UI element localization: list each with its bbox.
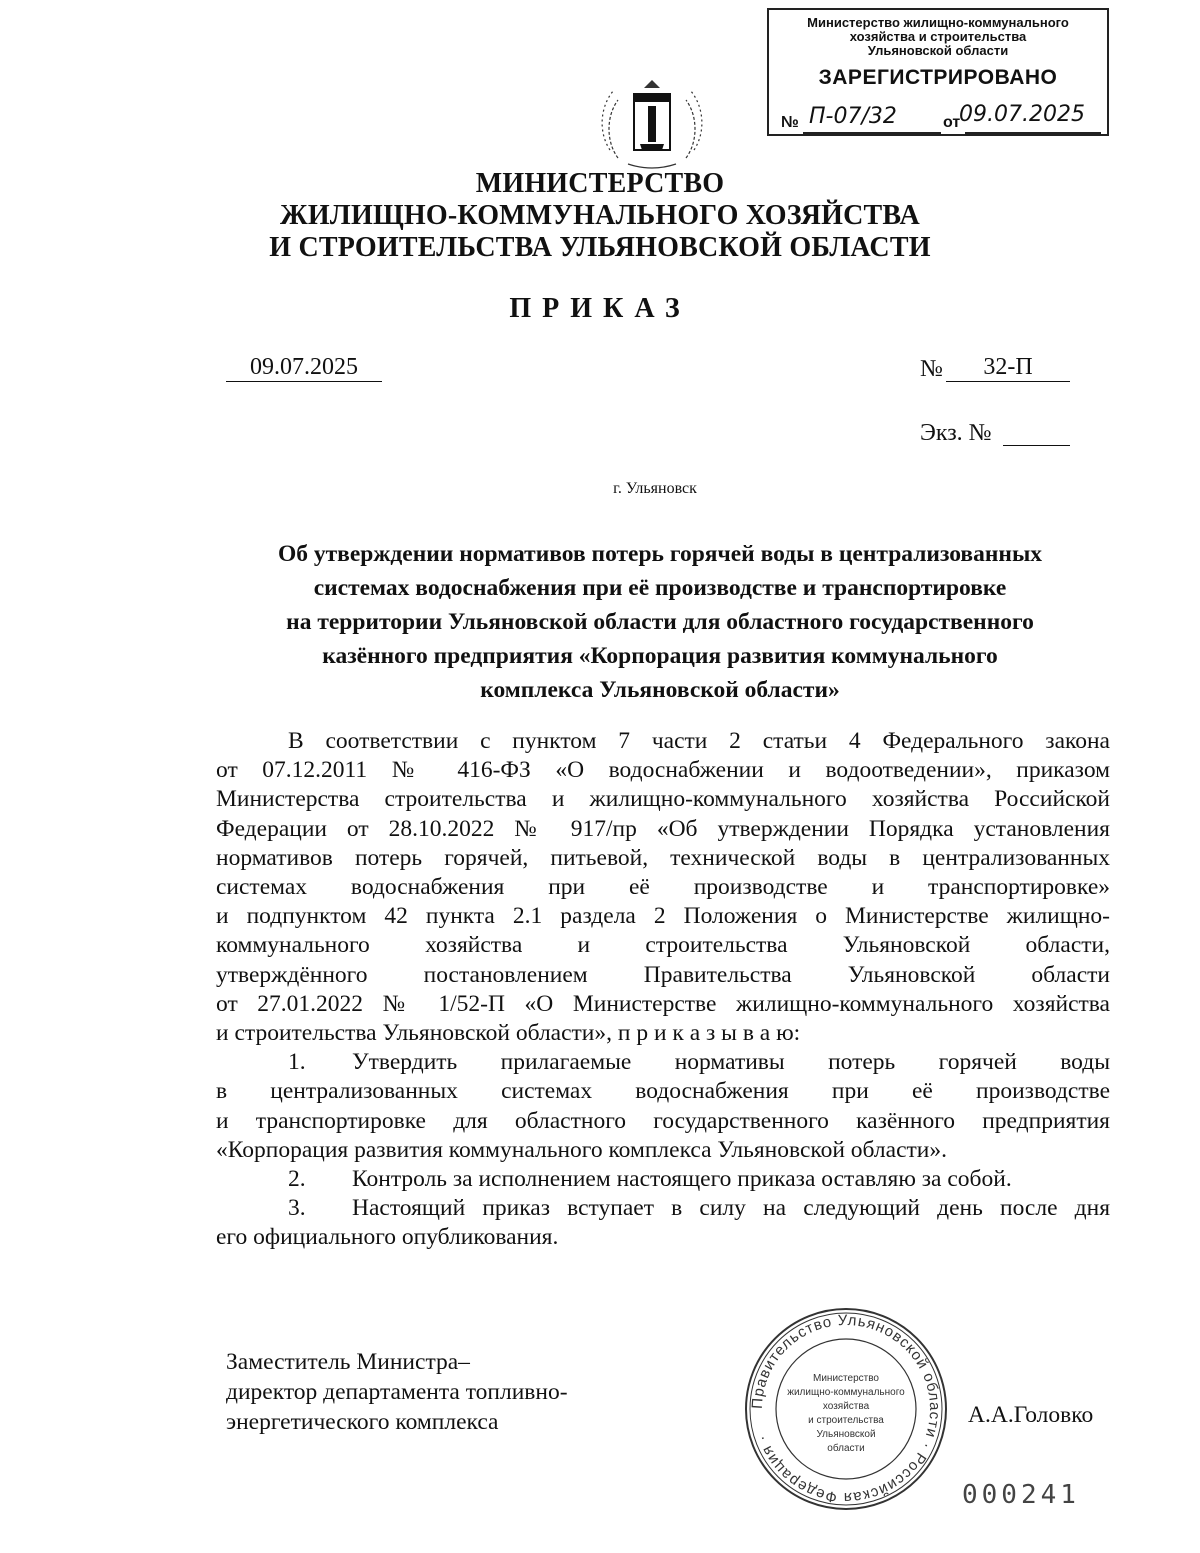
city-name: г. Ульяновск <box>613 480 697 497</box>
body-line: коммунального хозяйства и строительства Ульяновской области, <box>216 932 1110 959</box>
stamp-org-line: Министерство жилищно-коммунального <box>807 15 1069 30</box>
item-2-line <box>216 1165 1110 1194</box>
official-seal <box>740 1303 952 1515</box>
signer-position-line: Заместитель Министра– <box>226 1349 470 1375</box>
body-line: утверждённого постановлением Правительства Ульяновской области <box>216 961 1110 988</box>
item-number: 2. <box>288 1166 306 1193</box>
ministry-heading-line: МИНИСТЕРСТВО <box>475 168 725 199</box>
stamp-org-line: Ульяновской области <box>867 43 1009 58</box>
order-body <box>216 727 1110 1253</box>
order-number: 32-П <box>946 354 1070 382</box>
copy-number-blank <box>1003 445 1070 446</box>
item-text: Настоящий приказ вступает в силу на следующий день после дня <box>352 1195 1110 1222</box>
signer-position <box>226 1347 568 1437</box>
item-3-line: его официального опубликования. <box>216 1224 559 1251</box>
body-line: от 07.12.2011 № 416-ФЗ «О водоснабжении и водоотведении», приказом <box>216 757 1110 784</box>
coat-of-arms-emblem <box>596 72 708 172</box>
item-3-line <box>216 1194 1110 1223</box>
subject-line: системах водоснабжения при её производстве и транспортировке <box>313 575 1007 601</box>
body-line: и подпунктом 42 пункта 2.1 раздела 2 Положения о Министерстве жилищно- <box>216 903 1110 930</box>
seal-inner-line: хозяйства <box>822 1401 870 1412</box>
stamp-date-underline <box>965 132 1101 134</box>
ministry-heading-line: ЖИЛИЩНО-КОММУНАЛЬНОГО ХОЗЯЙСТВА <box>280 200 920 231</box>
subject-line: казённого предприятия «Корпорация развития коммунального <box>322 643 998 669</box>
subject-line: комплекса Ульяновской области» <box>480 677 840 703</box>
subject-line: на территории Ульяновской области для областного государственного <box>286 609 1034 635</box>
stamp-number-label: № <box>781 114 799 131</box>
order-number-label: № <box>920 356 943 382</box>
body-line: В соответствии с пунктом 7 части 2 статьи 4 Федерального закона <box>288 728 1110 754</box>
item-number: 3. <box>288 1195 306 1222</box>
registration-stamp <box>767 8 1109 136</box>
item-1-line: и транспортировке для областного государственного казённого предприятия <box>216 1107 1110 1134</box>
stamp-org-line: хозяйства и строительства <box>849 29 1027 44</box>
body-line: системах водоснабжения при её производстве и транспортировке» <box>216 874 1110 901</box>
ministry-heading-line: И СТРОИТЕЛЬСТВА УЛЬЯНОВСКОЙ ОБЛАСТИ <box>269 232 931 263</box>
seal-outer-text: Правительство Ульяновской области · Российская Федерация · <box>748 1311 944 1507</box>
signer-position-line: энергетического комплекса <box>226 1409 499 1435</box>
item-text: Утвердить прилагаемые нормативы потерь горячей воды <box>352 1049 1110 1076</box>
body-line: от 27.01.2022 № 1/52-П «О Министерстве жилищно-коммунального хозяйства <box>216 990 1110 1017</box>
copy-number-label: Экз. № <box>920 420 992 446</box>
item-1-line: в централизованных системах водоснабжения при её производстве <box>216 1078 1110 1105</box>
signer-name: А.А.Головко <box>968 1402 1094 1428</box>
item-1-line <box>216 1048 1110 1077</box>
serial-number: 000241 <box>962 1480 1080 1510</box>
body-line: и строительства Ульяновской области», п р и к а з ы в а ю: <box>216 1020 801 1047</box>
stamp-registered-title: ЗАРЕГИСТРИРОВАНО <box>818 66 1058 89</box>
seal-inner-line: Ульяновской <box>816 1429 876 1440</box>
item-text: Контроль за исполнением настоящего приказа оставляю за собой. <box>352 1166 1012 1193</box>
subject-line: Об утверждении нормативов потерь горячей воды в централизованных <box>277 541 1043 567</box>
seal-inner-line: области <box>827 1443 865 1454</box>
item-1-line: «Корпорация развития коммунального комплекса Ульяновской области». <box>216 1136 947 1163</box>
body-line: Министерства строительства и жилищно-коммунального хозяйства Российской <box>216 786 1110 813</box>
body-line: Федерации от 28.10.2022 № 917/пр «Об утверждении Порядка установления <box>216 815 1110 842</box>
seal-inner-line: жилищно-коммунального <box>787 1387 905 1398</box>
seal-inner-line: и строительства <box>808 1415 884 1426</box>
signer-position-line: директор департамента топливно- <box>226 1379 568 1405</box>
document-type-title: ПРИКАЗ <box>509 293 691 324</box>
stamp-date-label: от <box>943 114 961 131</box>
item-number: 1. <box>288 1049 306 1076</box>
stamp-date-value: 09.07.2025 <box>959 102 1085 127</box>
stamp-number-underline <box>803 132 941 134</box>
seal-inner-line: Министерство <box>813 1373 879 1384</box>
stamp-number-value: П-07/32 <box>809 104 897 129</box>
body-line: нормативов потерь горячей, питьевой, технической воды в централизованных <box>216 844 1110 871</box>
order-date: 09.07.2025 <box>226 354 382 382</box>
order-subject <box>170 537 1150 707</box>
